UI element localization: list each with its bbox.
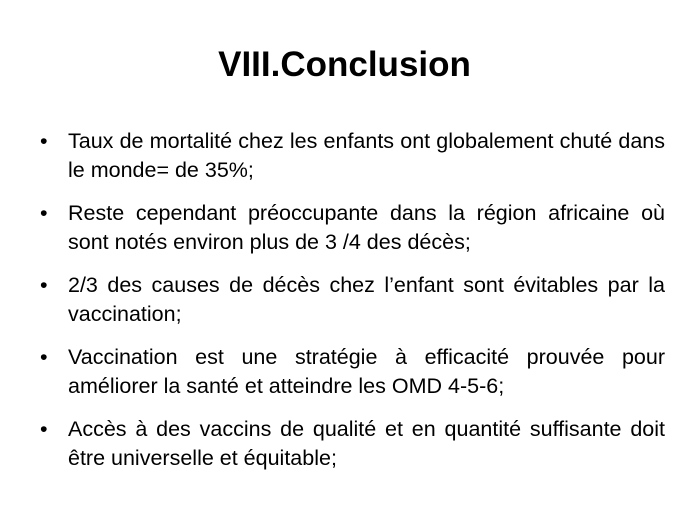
bullet-item-5 [40, 415, 665, 473]
bullet-text: Reste cependant préoccupante dans la région africaine où sont notés environ plus de 3 /4 des décès; [68, 201, 665, 254]
bullet-dot-icon: • [40, 417, 48, 441]
bullet-item-4 [40, 343, 665, 401]
bullet-text: Vaccination est une stratégie à efficacité prouvée pour améliorer la santé et atteindre les OMD 4-5-6; [68, 345, 665, 398]
bullet-item-3 [40, 271, 665, 329]
bullet-dot-icon: • [40, 273, 48, 297]
bullet-text: Accès à des vaccins de qualité et en quantité suffisante doit être universelle et équitable; [68, 417, 665, 470]
bullet-item-1 [40, 127, 665, 185]
bullet-text: Taux de mortalité chez les enfants ont globalement chuté dans le monde= de 35%; [68, 129, 665, 182]
bullet-dot-icon: • [40, 345, 48, 369]
slide-title: VIII.Conclusion [218, 45, 471, 84]
bullet-item-2 [40, 199, 665, 257]
bullet-text: 2/3 des causes de décès chez l’enfant sont évitables par la vaccination; [68, 273, 665, 326]
bullet-dot-icon: • [40, 201, 48, 225]
bullet-dot-icon: • [40, 129, 48, 153]
bullet-list [40, 127, 665, 487]
